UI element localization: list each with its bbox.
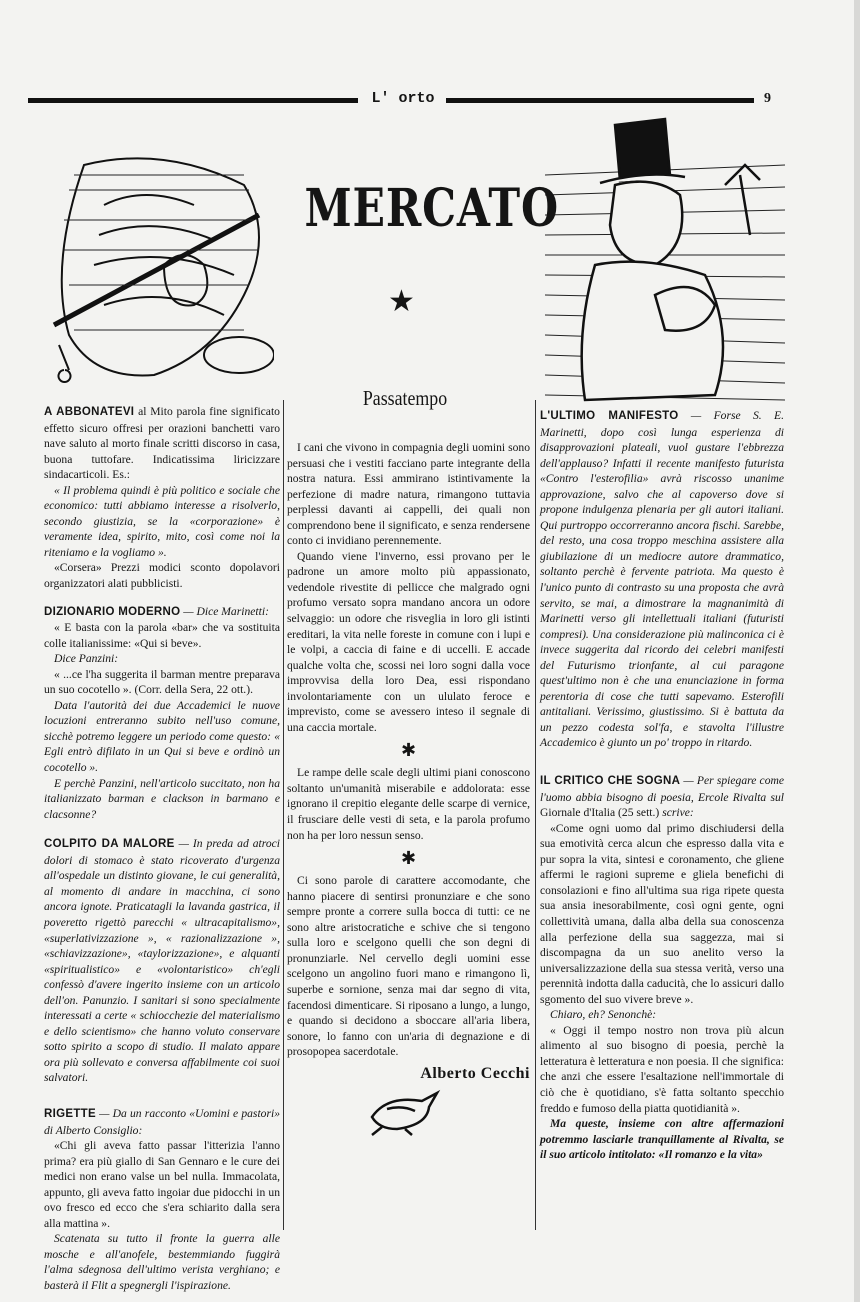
paragraph-text: Scatenata su tutto il fronte la guerra alle mosche e all'anofele, bestemmiando fuggirà l'alma sdegnosa dell'ultimo verista verghiano; e basterà il Flit a spegnergli l'ispirazione. [44,1232,280,1292]
column-divider-right [535,400,536,1230]
section-lead: — Per spiegare come l'uomo abbia bisogno di poesia, Ercole Rivalta sul [540,774,785,804]
right-column [540,408,784,1163]
section-lead: — In preda ad atroci dolori di stomaco è stato ricoverato d'urgenza all'ospedale un distinto giovane, le cui generalità, al momento di andare in macchina, ci sono ancora ignote. Praticatagli la lavanda gastrica, il poveretto rigettò parecchi « ultracapitalismo», «superlativizzazione », « razionalizzazione », «schiavizzazione», «taylorizzazione», e alquanti «spiritualistico» e «volontaristico» ch'egli confessò d'avere ingerito insieme con un articolo dell'on. Panunzio. I sanitari si sono specialmente interessati a certe « schiocchezie del materialismo e dello scientismo» che hanno voluto conservare sotto spirito a scopo di studio. Il malato appare ora più sollevato e conversa affabilmente coi suoi salvatori. [44,837,280,1085]
section-heading: COLPITO DA MALORE [44,838,175,851]
paragraph-text: I cani che vivono in compagnia degli uomini sono persuasi che i vestiti facciano parte integrante della nostra natura. Essi ammirano istintivamente la perfezione di madre natura, rimangono tuttavia perplessi davanti ai cappelli, dei quali non comprendono bene il significato, e senza rendersene conto ci invidiano perennemente. [287,441,530,548]
paragraph-text: E perchè Panzini, nell'articolo succitato, non ha italianizzato barman e clackson in barmano e clacsonne? [44,776,280,821]
paragraph-text: Dice Panzini: [54,652,119,666]
paragraph-text: Ci sono parole di carattere accomodante, che hanno piacere di sentirsi pronunziare e che sono sempre pronte a correre sulla bocca di tutti: ce ne sono altre aristocratiche e schive che si tengono sulla loro e scelgono quelli che son degni di pronunziarle. Nel cervello degli uomini esse scelgono un angolino fuori mano e rimangono lì, superbe e sornione, senza mai dar segno di vita, facendosi dimenticare. Si riposano a lungo, a lungo, e quando si decidono a sboccare all'aria libera, sonore, lo fanno con un'aria di degnazione e di prosopopea sacerdotale. [287,874,530,1059]
header-rule-right [446,98,754,103]
left-column [44,404,280,1294]
paragraph-text: Quando viene l'inverno, essi provano per le padrone un amore molto più appassionato, vedendole rivestite di pellicce che malgrado ogni profumo versato sopra mandano ancora un odore selvaggio: un odore che risveglia in loro gli istinti ereditari, la vita nelle foreste in comune con i lupi e le volpi, a caccia di faine e di uccelli. E accade qualche volta che, scossi nei loro sogni dalla voce improvvisa della loro Dea, essi rispondano involontariamente con un ululato feroce e imprevisto, come se avessero inteso il segnale di una caccia mortale. [287,549,530,734]
man-with-rifle-drawing-icon [44,145,274,390]
paragraph-text: « E basta con la parola «bar» che va sostituita colle italianissime: «Qui si beve». [44,621,280,650]
separator: ✱ [400,740,417,761]
section-heading: A ABBONATEVI [44,406,135,418]
middle-column [287,440,530,1142]
bird-ornament-icon [287,1087,530,1137]
star-icon: ★ [388,285,415,318]
section-heading: RIGETTE [44,1107,96,1120]
page-number: 9 [764,91,771,106]
paragraph-text: Ma queste, insieme con altre affermazioni potremmo lasciarle tranquillamente al Rivalta, se il suo articolo intitolato: «Il romanzo e la vita» [540,1117,784,1162]
section-heading: L'ULTIMO MANIFESTO [540,410,679,422]
paragraph-text: «Chi gli aveva fatto passar l'itterizia l'anno prima? era più giallo di San Gennaro e le cure dei medici non erano valse un bel nulla. Immacolata, appunto, gli aveva fatto ingoiar due pidocchi in un ovo fresco ed ecco che s'era schiarito dalla sera alla mattina ». [44,1139,280,1230]
section-heading: IL CRITICO CHE SOGNA [540,775,681,788]
paragraph-text: « Il problema quindi è più politico e sociale che economico: tutti abbiamo interesse a risolverlo, secondo giustizia, se la «corporazione» è veramente idea, spirito, mito, così come noi la riteniamo e la vogliamo ». [44,483,280,559]
paragraph-text: al Mito parola fine significato effetto sicuro offresi per orazioni banchetti varo nave saluto al morto finale scritti discorso in casa, buona tuttofare. Indicatissima liricizzare sindacarticoli. Es.: [44,405,280,482]
page-header [28,90,788,110]
paragraph-text: «Corsera» Prezzi modici sconto dopolavori organizzatori alati pubblicisti. [44,561,280,591]
paragraph-text: Le rampe delle scale degli ultimi piani conoscono soltanto un'umanità miserabile e addolorata: esse ignorano il crepitio elegante delle scarpe di vernice, il frusciare delle vesti di seta, e la parola profumo non ha per loro nessun senso. [287,766,530,842]
paragraph-text: « Oggi il tempo nostro non trova più alcun alimento al suo bisogno di poesia, perchè la letteratura è letteratura e non poesia. Il che significa: che anzi che essere l'esaltazione nell'immortale di ciò che è quotidiano, s'è fatta soltanto specchio freddo e fumoso della piatta quotidianità ». [540,1023,784,1115]
paragraph-text: «Come ogni uomo dal primo dischiudersi della sua emotività cerca alcun che espresso dalla vita e pur sopra la vita, sintesi e coronamento, che gliene affermi le ragioni supreme e gliela benefichi di consolazioni e fino all'ultima sua riga ripete questa sua ansia inesorabilmente, così ogni gente, ogni collettività umana, dalla alba della sua conoscenza alla perfezione della sua saggezza, mai si discompagna da un suo anelito verso la universalizzazione della sua stessa verità, verso una perennità indotta dalla caducità, che lo assicuri dallo sgomento del suo vivere breve ». [540,821,784,1006]
section-lead: — Dice Marinetti: [183,604,269,618]
header-rule-left [28,98,358,103]
page-edge [854,0,860,1302]
section-lead: — Da un racconto «Uomini e pastori» di Alberto Consiglio: [44,1106,280,1137]
article-subtitle: Passatempo [362,386,448,410]
paragraph-text: Chiaro, eh? Senonchè: [550,1008,657,1022]
separator: ✱ [400,848,417,869]
man-in-top-hat-drawing-icon [545,115,785,405]
section-tail: scrive: [662,806,694,820]
newspaper-title: L' orto [371,90,435,107]
column-divider-left [283,400,284,1230]
section-heading: DIZIONARIO MODERNO [44,605,181,618]
source-citation: Giornale d'Italia (25 sett.) [540,806,660,820]
article-title: MERCATO [304,178,559,239]
author-signature: Alberto Cecchi [420,1064,530,1082]
paragraph-text: Data l'autorità dei due Accademici le nuove locuzioni entreranno subito nell'uso comune, sicchè potremo leggere un periodo come questo: « Egli entrò difilato in un Qui si beve e ordinò un cocotello ». [44,698,280,775]
paragraph-text: « ...ce l'ha suggerita il barman mentre preparava un suo cocotello ». (Corr. della Sera, 22 ott.). [44,667,280,697]
section-lead: — Forse S. E. Marinetti, dopo così lunga esperienza di disapprovazioni plateali, vuol gustare l'ebbrezza dell'applauso? Infatti il recente manifesto futurista «Contro l'esterofilia» avrà riscosso unanime approvazione, salvo che al capoverso dove si propone indulgenza plenaria per gli autori italiani. Qui purtroppo occorreranno ancora fischi. Sarebbe, del resto, una cosa troppo meschina assistere alla giubilazione di un mediocre autore drammatico, soltanto perchè è fervente patriota. Ma questo è l'unico punto di contrasto su una proposta che avrà servito, se mai, a dimostrare la magnanimità di Marinetti verso gli intellettuali italiani (futuristi compresi). Una considerazione più malinconica ci è invece suggerita dal ricordo dei celebri manifesti del Futurismo trionfante, al cui paragone quest'ultimo non è che una enunciazione in forma perentoria di cose che tutti sapevamo. Esterofili antitaliani. Verissimo, giustissimo. Si è battuta da un pezzo codesta sol'fa, e stavolta l'illustre Accademico è giunto un po' troppo in ritardo. [540,409,784,750]
